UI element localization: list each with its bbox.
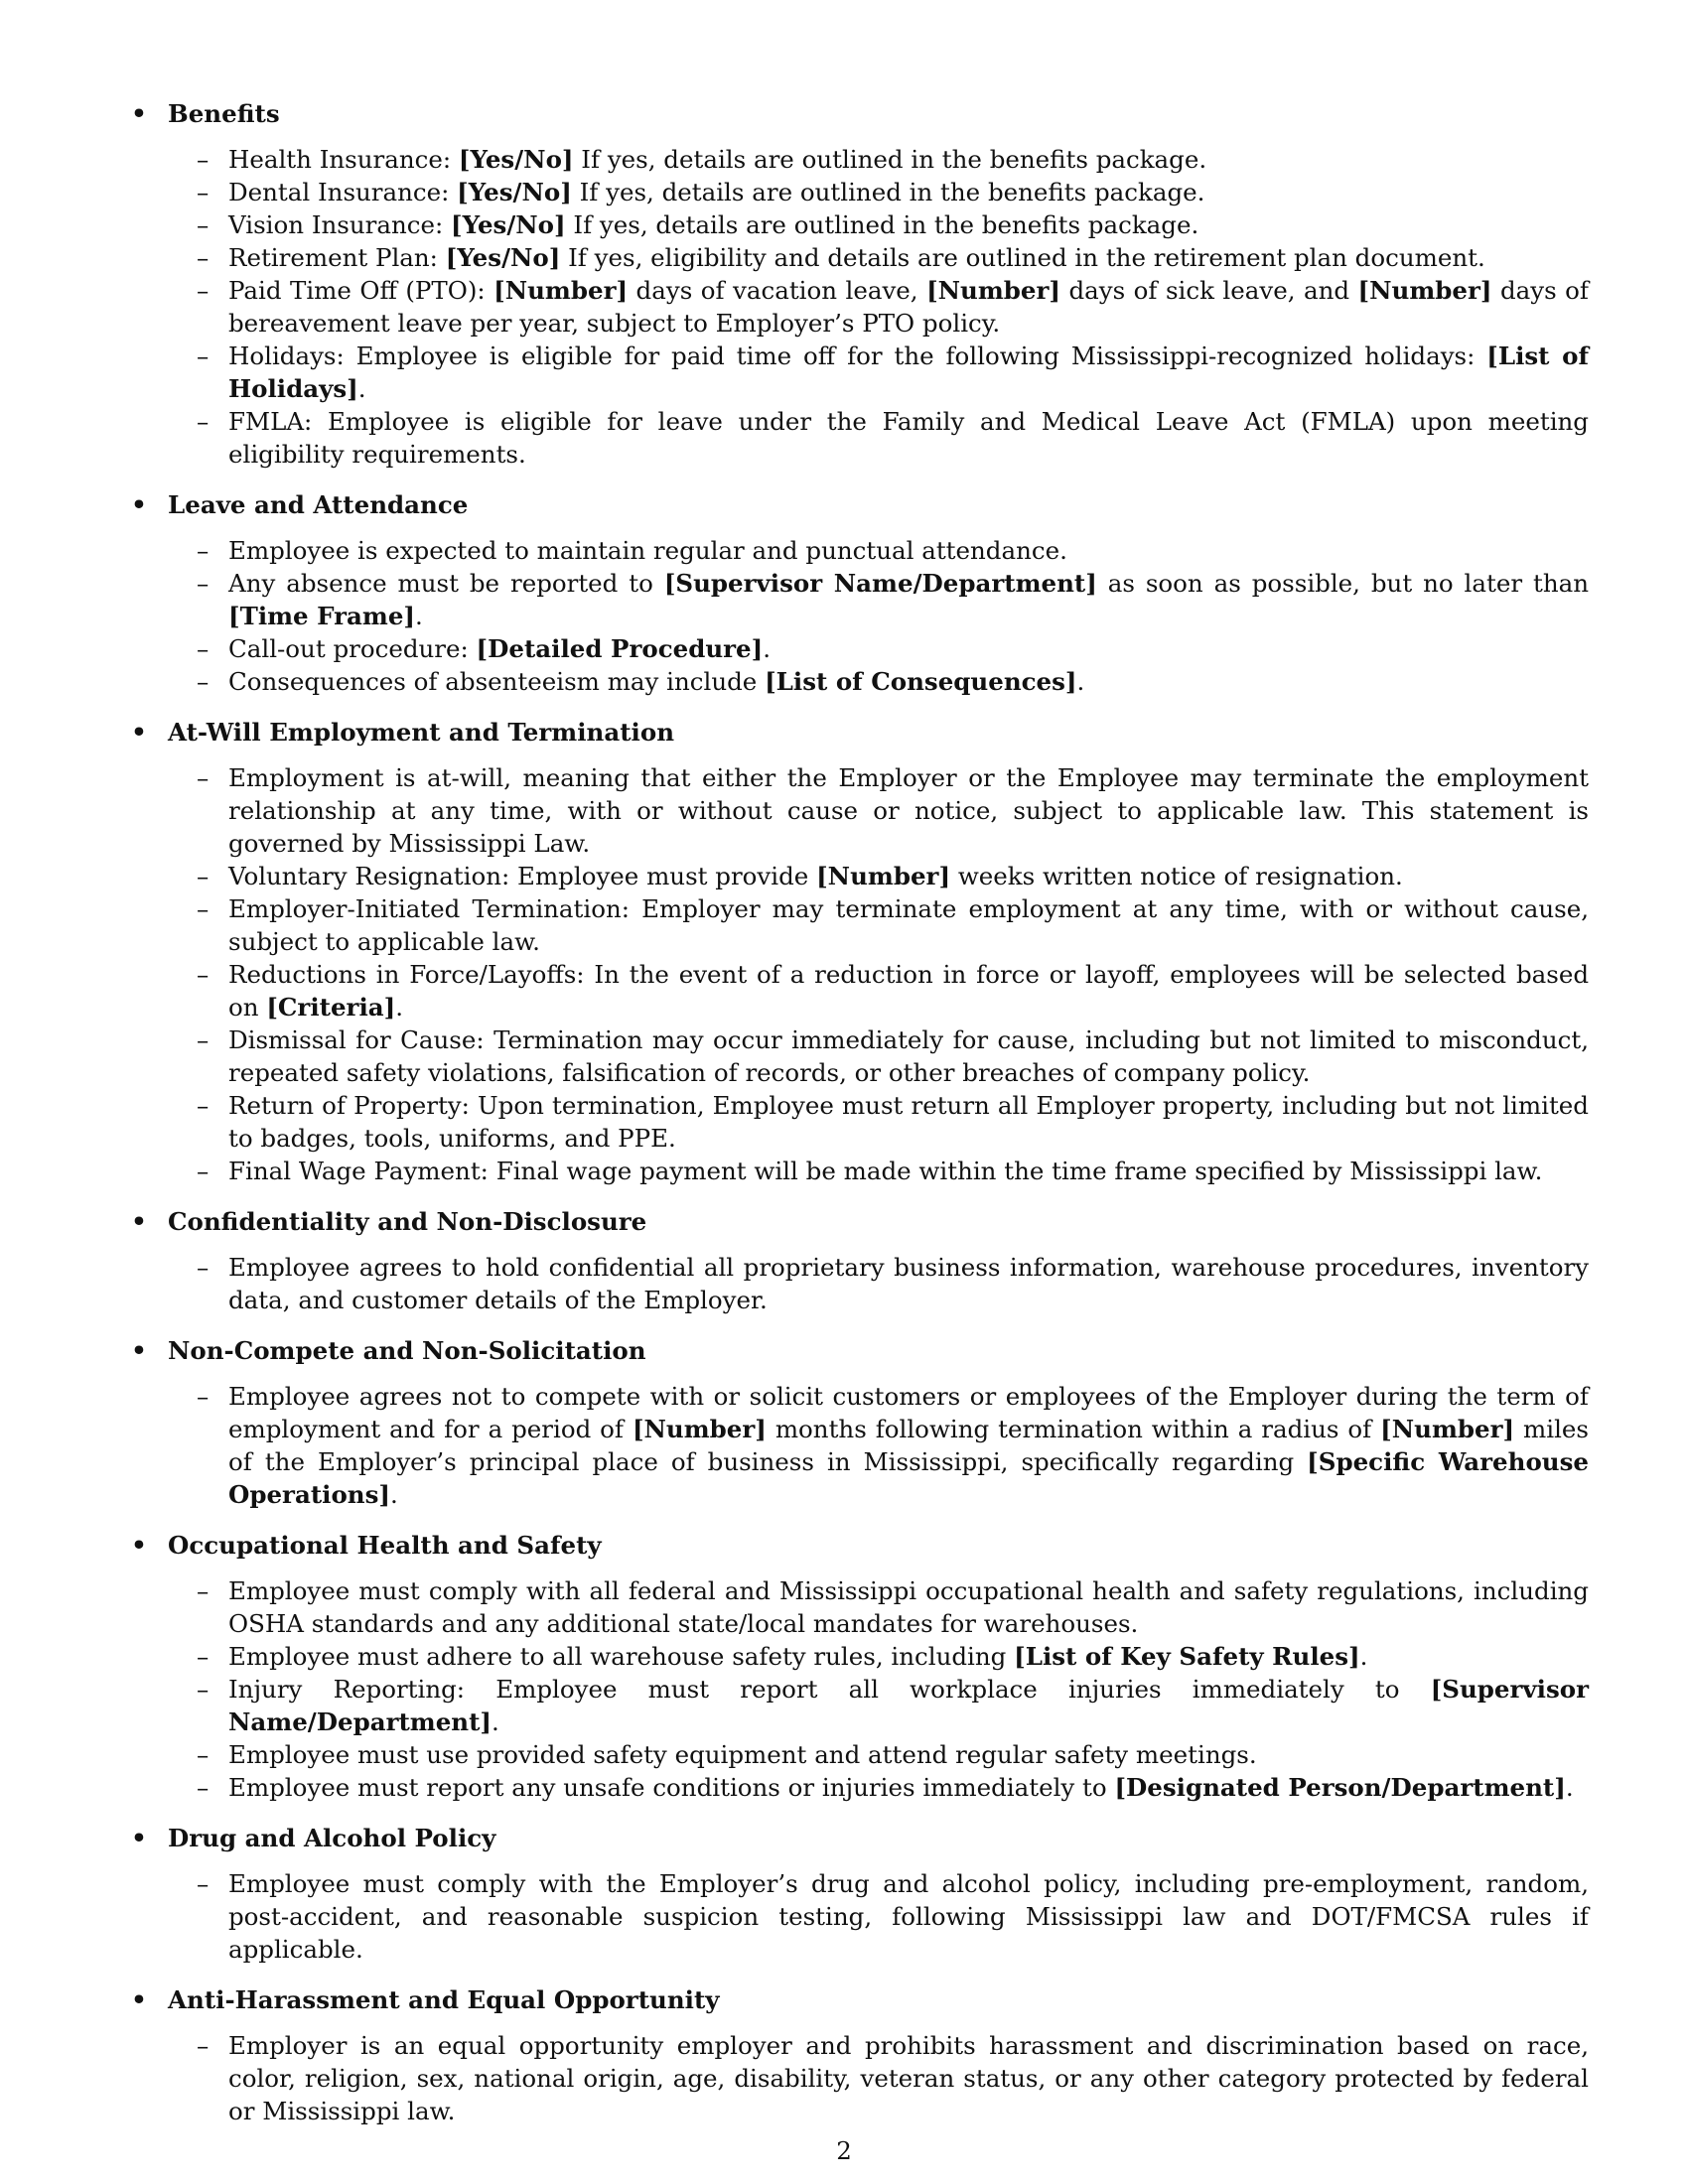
placeholder-field: [Supervisor Name/Department] <box>663 569 1097 598</box>
item-text: Employee must use provided safety equipment and attend regular safety meetings. <box>228 1740 1257 1769</box>
list-item <box>129 860 1589 892</box>
item-text: . <box>763 634 772 663</box>
item-text: . <box>415 602 423 630</box>
section <box>129 97 1589 471</box>
placeholder-field: [List of Key Safety Rules] <box>1014 1642 1360 1671</box>
bullet-icon: • <box>131 490 147 519</box>
list-item <box>129 1024 1589 1089</box>
item-text: days of sick leave, and <box>1060 276 1358 305</box>
item-text: . <box>1359 1642 1368 1671</box>
section-title <box>129 716 1589 749</box>
dash-icon: – <box>197 1157 210 1185</box>
placeholder-field: [Number] <box>926 276 1061 305</box>
placeholder-field: [List of Holidays] <box>228 341 1589 403</box>
section <box>129 1205 1589 1316</box>
dash-icon: – <box>197 2031 210 2060</box>
dash-icon: – <box>197 210 210 239</box>
dash-icon: – <box>197 536 210 565</box>
item-text: . <box>390 1480 398 1509</box>
item-text: days of bereavement leave per year, subject to Employer’s PTO policy. <box>228 276 1589 338</box>
list-item <box>129 176 1589 208</box>
list-item <box>129 892 1589 958</box>
list-item <box>129 1673 1589 1738</box>
dash-icon: – <box>197 1869 210 1898</box>
placeholder-field: [Designated Person/Department] <box>1114 1773 1566 1802</box>
list-item <box>129 1251 1589 1316</box>
placeholder-field: [Supervisor Name/Department] <box>228 1675 1589 1736</box>
placeholder-field: [Number] <box>816 862 951 890</box>
item-text: Dismissal for Cause: Termination may occur immediately for cause, including but not limited to misconduct, repeated safety violations, falsification of records, or other breaches of company policy. <box>228 1025 1589 1087</box>
list-item <box>129 340 1589 405</box>
dash-icon: – <box>197 569 210 598</box>
bullet-icon: • <box>131 1207 147 1236</box>
section-heading-text: Occupational Health and Safety <box>168 1531 602 1560</box>
item-text: Health Insurance: <box>228 145 459 174</box>
section-title <box>129 1983 1589 2016</box>
dash-icon: – <box>197 862 210 890</box>
item-text: weeks written notice of resignation. <box>950 862 1403 890</box>
dash-icon: – <box>197 341 210 370</box>
item-list <box>129 534 1589 698</box>
item-text: Call-out procedure: <box>228 634 477 663</box>
list-item <box>129 761 1589 860</box>
dash-icon: – <box>197 667 210 696</box>
section-title <box>129 488 1589 521</box>
section-heading-text: At-Will Employment and Termination <box>168 718 675 747</box>
item-text: . <box>1076 667 1085 696</box>
dash-icon: – <box>197 1091 210 1120</box>
list-item <box>129 1574 1589 1640</box>
item-text: Retirement Plan: <box>228 243 446 272</box>
dash-icon: – <box>197 243 210 272</box>
placeholder-field: [Specific Warehouse Operations] <box>228 1447 1589 1509</box>
section <box>129 1334 1589 1511</box>
list-item <box>129 567 1589 632</box>
section <box>129 716 1589 1187</box>
placeholder-field: [Number] <box>1380 1415 1515 1443</box>
item-text: Employee agrees to hold confidential all proprietary business information, warehouse procedures, inventory data, and customer details of the Employer. <box>228 1253 1589 1314</box>
placeholder-field: [Yes/No] <box>445 243 561 272</box>
dash-icon: – <box>197 1576 210 1605</box>
item-text: Any absence must be reported to <box>228 569 664 598</box>
item-text: Employer-Initiated Termination: Employer may terminate employment at any time, with or without cause, subject to applicable law. <box>228 894 1589 956</box>
item-list <box>129 143 1589 471</box>
item-text: Employer is an equal opportunity employer and prohibits harassment and discrimination based on race, color, religion, sex, national origin, age, disability, veteran status, or any other category protected by federal or Mississippi law. <box>228 2031 1589 2125</box>
item-text: . <box>395 993 404 1022</box>
list-item <box>129 1089 1589 1155</box>
list-item <box>129 208 1589 241</box>
dash-icon: – <box>197 1773 210 1802</box>
item-text: miles of the Employer’s principal place of business in Mississippi, specifically regarding <box>228 1415 1589 1476</box>
section-title <box>129 1205 1589 1238</box>
item-text: months following termination within a radius of <box>766 1415 1381 1443</box>
section-title <box>129 97 1589 130</box>
item-text: Holidays: Employee is eligible for paid time off for the following Mississippi-recognized holidays: <box>228 341 1487 370</box>
item-text: . <box>357 374 366 403</box>
placeholder-field: [Number] <box>632 1415 767 1443</box>
list-item <box>129 534 1589 567</box>
item-text: Vision Insurance: <box>228 210 451 239</box>
section-heading-text: Anti-Harassment and Equal Opportunity <box>168 1985 720 2014</box>
section <box>129 1822 1589 1966</box>
list-item <box>129 241 1589 274</box>
list-item <box>129 1771 1589 1804</box>
section-heading-text: Leave and Attendance <box>168 490 469 519</box>
list-item <box>129 1155 1589 1187</box>
section-title <box>129 1529 1589 1562</box>
list-item <box>129 632 1589 665</box>
section-title <box>129 1822 1589 1854</box>
document-body <box>129 97 1589 2145</box>
bullet-icon: • <box>131 1531 147 1560</box>
list-item <box>129 958 1589 1024</box>
item-text: Employee must adhere to all warehouse safety rules, including <box>228 1642 1015 1671</box>
page-number: 2 <box>836 2136 852 2165</box>
dash-icon: – <box>197 634 210 663</box>
dash-icon: – <box>197 1382 210 1411</box>
bullet-icon: • <box>131 99 147 128</box>
placeholder-field: [Yes/No] <box>457 178 572 206</box>
section-heading-text: Benefits <box>168 99 280 128</box>
item-text: . <box>492 1707 499 1736</box>
item-text: Paid Time Off (PTO): <box>228 276 494 305</box>
placeholder-field: [Number] <box>1357 276 1492 305</box>
dash-icon: – <box>197 1675 210 1704</box>
bullet-icon: • <box>131 1824 147 1852</box>
dash-icon: – <box>197 145 210 174</box>
item-text: Voluntary Resignation: Employee must provide <box>228 862 817 890</box>
list-item <box>129 1380 1589 1511</box>
dash-icon: – <box>197 894 210 923</box>
section <box>129 1983 1589 2127</box>
item-list <box>129 2029 1589 2127</box>
section <box>129 1529 1589 1804</box>
item-text: Final Wage Payment: Final wage payment will be made within the time frame specified by Mississippi law. <box>228 1157 1543 1185</box>
item-text: Injury Reporting: Employee must report all workplace injuries immediately to <box>228 1675 1431 1704</box>
list-item <box>129 2029 1589 2127</box>
item-text: Consequences of absenteeism may include <box>228 667 766 696</box>
item-list <box>129 1251 1589 1316</box>
bullet-icon: • <box>131 1336 147 1365</box>
list-item <box>129 1867 1589 1966</box>
placeholder-field: [Number] <box>493 276 629 305</box>
item-list <box>129 1380 1589 1511</box>
placeholder-field: [List of Consequences] <box>765 667 1077 696</box>
item-text: Dental Insurance: <box>228 178 458 206</box>
item-text: If yes, details are outlined in the benefits package. <box>573 145 1207 174</box>
item-text: as soon as possible, but no later than <box>1096 569 1589 598</box>
list-item <box>129 1640 1589 1673</box>
section-heading-text: Confidentiality and Non-Disclosure <box>168 1207 647 1236</box>
item-text: Employee must comply with the Employer’s drug and alcohol policy, including pre-employment, random, post-accident, and reasonable suspicion testing, following Mississippi law and DOT/FMCSA rules if applicable. <box>228 1869 1589 1964</box>
dash-icon: – <box>197 1642 210 1671</box>
item-list <box>129 1574 1589 1804</box>
placeholder-field: [Criteria] <box>266 993 396 1022</box>
item-text: Employee must report any unsafe conditions or injuries immediately to <box>228 1773 1115 1802</box>
bullet-icon: • <box>131 1985 147 2014</box>
section-heading-text: Drug and Alcohol Policy <box>168 1824 496 1852</box>
item-text: If yes, details are outlined in the benefits package. <box>565 210 1199 239</box>
item-text: days of vacation leave, <box>628 276 927 305</box>
list-item <box>129 143 1589 176</box>
item-text: Return of Property: Upon termination, Employee must return all Employer property, including but not limited to badges, tools, uniforms, and PPE. <box>228 1091 1589 1153</box>
section <box>129 488 1589 698</box>
item-list <box>129 761 1589 1187</box>
placeholder-field: [Yes/No] <box>458 145 574 174</box>
dash-icon: – <box>197 276 210 305</box>
item-text: If yes, eligibility and details are outlined in the retirement plan document. <box>560 243 1485 272</box>
item-text: If yes, details are outlined in the benefits package. <box>571 178 1205 206</box>
section-title <box>129 1334 1589 1367</box>
item-list <box>129 1867 1589 1966</box>
list-item <box>129 1738 1589 1771</box>
dash-icon: – <box>197 1025 210 1054</box>
dash-icon: – <box>197 1253 210 1282</box>
bullet-icon: • <box>131 718 147 747</box>
dash-icon: – <box>197 178 210 206</box>
list-item <box>129 665 1589 698</box>
item-text: Employee agrees not to compete with or solicit customers or employees of the Employer during the term of employment and for a period of <box>228 1382 1589 1443</box>
dash-icon: – <box>197 407 210 436</box>
item-text: Employee is expected to maintain regular and punctual attendance. <box>228 536 1067 565</box>
item-text: Reductions in Force/Layoffs: In the event of a reduction in force or layoff, employees will be selected based on <box>228 960 1589 1022</box>
list-item <box>129 405 1589 471</box>
dash-icon: – <box>197 1740 210 1769</box>
dash-icon: – <box>197 960 210 989</box>
dash-icon: – <box>197 763 210 792</box>
placeholder-field: [Yes/No] <box>451 210 566 239</box>
section-heading-text: Non-Compete and Non-Solicitation <box>168 1336 646 1365</box>
placeholder-field: [Detailed Procedure] <box>476 634 764 663</box>
item-text: FMLA: Employee is eligible for leave under the Family and Medical Leave Act (FMLA) upon meeting eligibility requirements. <box>228 407 1589 469</box>
placeholder-field: [Time Frame] <box>228 602 416 630</box>
item-text: . <box>1565 1773 1574 1802</box>
item-text: Employee must comply with all federal and Mississippi occupational health and safety regulations, including OSHA standards and any additional state/local mandates for warehouses. <box>228 1576 1589 1638</box>
item-text: Employment is at-will, meaning that either the Employer or the Employee may terminate the employment relationship at any time, with or without cause or notice, subject to applicable law. This statement is governed by Mississippi Law. <box>228 763 1589 858</box>
list-item <box>129 274 1589 340</box>
